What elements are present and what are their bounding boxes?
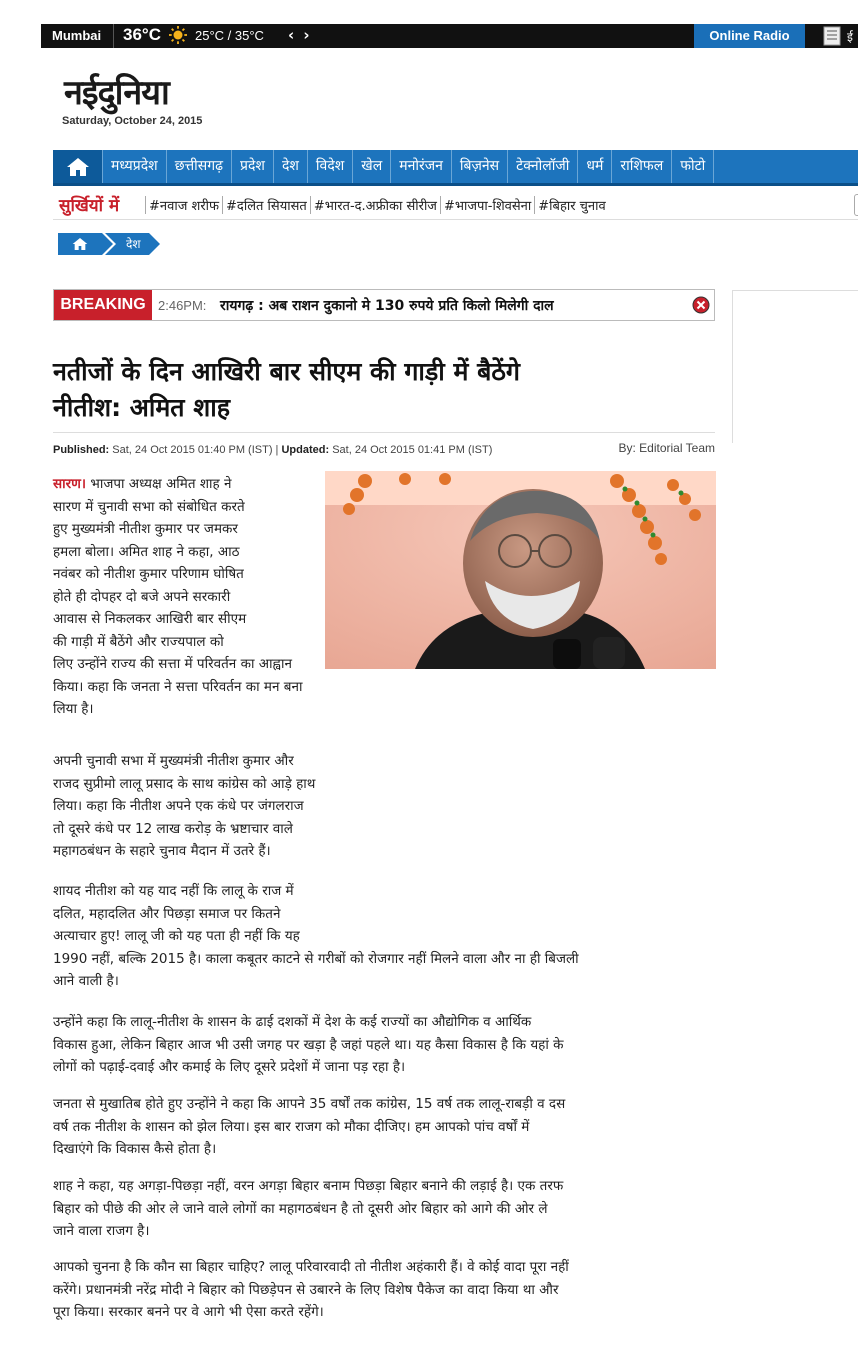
online-radio-button[interactable]: Online Radio bbox=[694, 24, 805, 48]
home-icon bbox=[72, 237, 88, 251]
trending-tag[interactable]: #नवाज शरीफ bbox=[145, 196, 222, 214]
search-box-edge[interactable] bbox=[854, 194, 858, 216]
divider bbox=[113, 24, 114, 48]
article-paragraph bbox=[53, 880, 718, 993]
trending-tag[interactable]: #बिहार चुनाव bbox=[534, 196, 608, 214]
article-paragraph bbox=[53, 1011, 718, 1079]
sun-icon bbox=[169, 26, 187, 44]
paragraph-line: अपनी चुनावी सभा में मुख्यमंत्री नीतीश कुमार और bbox=[53, 753, 294, 769]
site-logo[interactable]: नईदुनिया bbox=[64, 73, 169, 113]
temperature-range: 25°C / 35°C bbox=[195, 28, 264, 43]
headline-line: नीतीश: अमित शाह bbox=[53, 393, 231, 422]
paragraph-line bbox=[53, 476, 231, 492]
breaking-label: BREAKING bbox=[54, 290, 152, 320]
top-bar bbox=[41, 24, 858, 48]
nav-item-madhyapradesh[interactable]: मध्यप्रदेश bbox=[103, 150, 167, 183]
nav-item-manoranjan[interactable]: मनोरंजन bbox=[391, 150, 452, 183]
paragraph-line: पूरा किया। सरकार बनने पर वे आगे भी ऐसा करते रहेंगे। bbox=[53, 1304, 324, 1320]
paragraph-line: हमला बोला। अमित शाह ने कहा, आठ bbox=[53, 543, 240, 560]
paragraph-line: किया। कहा कि जनता ने सत्ता परिवर्तन का मन बना bbox=[53, 678, 303, 695]
article-meta bbox=[53, 432, 715, 458]
right-column bbox=[732, 290, 858, 443]
nav-item-business[interactable]: बिज़नेस bbox=[452, 150, 508, 183]
paragraph-line: 1990 नहीं, बल्कि 2015 है। काला कबूतर काटने से गरीबों को रोजगार नहीं मिलने वाला और ना ही बिजली bbox=[53, 950, 579, 967]
article-paragraph bbox=[53, 473, 383, 721]
article-photo bbox=[325, 471, 716, 669]
published-date: Sat, 24 Oct 2015 01:40 PM (IST) bbox=[112, 444, 273, 456]
published-label: Published: bbox=[53, 444, 110, 456]
paragraph-line: अत्याचार हुए! लालू जी को यह पता ही नहीं कि यह bbox=[53, 928, 300, 944]
paragraph-line: दलित, महादलित और पिछड़ा समाज पर कितने bbox=[53, 905, 281, 922]
nav-item-photo[interactable]: फोटो bbox=[672, 150, 714, 183]
breaking-time: 2:46PM: bbox=[158, 298, 207, 313]
breadcrumb-home[interactable] bbox=[58, 233, 102, 255]
close-icon[interactable] bbox=[692, 296, 710, 314]
trending-label: सुर्खियों में bbox=[59, 196, 120, 216]
nav-item-videsh[interactable]: विदेश bbox=[308, 150, 353, 183]
paragraph-line: आवास से निकलकर आखिरी बार सीएम bbox=[53, 611, 247, 627]
paragraph-line: लोगों को पढ़ाई-दवाई और कमाई के लिए दूसरे प्रदेशों में जाना पड़ रहा है। bbox=[53, 1059, 406, 1075]
paragraph-line: विकास हुआ, लेकिन बिहार आज भी उसी जगह पर खड़ा है जहां पहले था। यह कैसा विकास है कि यहां के bbox=[53, 1036, 564, 1053]
epaper-label[interactable]: ई bbox=[847, 30, 853, 44]
nav-item-technology[interactable]: टेक्नोलॉजी bbox=[508, 150, 578, 183]
nav-item-khel[interactable]: खेल bbox=[353, 150, 391, 183]
nav-item-pradesh[interactable]: प्रदेश bbox=[232, 150, 274, 183]
trending-bar bbox=[53, 190, 858, 220]
paragraph-line: लिए उन्होंने राज्य की सत्ता में परिवर्तन का आह्वान bbox=[53, 656, 292, 672]
nav-home-button[interactable] bbox=[53, 150, 103, 183]
updated-label: Updated: bbox=[281, 444, 330, 456]
nav-item-chhattisgarh[interactable]: छत्तीसगढ़ bbox=[167, 150, 232, 183]
article-headline bbox=[53, 354, 715, 426]
paragraph-line: आपको चुनना है कि कौन सा बिहार चाहिए? लालू परिवारवादी तो नीतीश अहंकारी हैं। वे कोई वादा पूरा नहीं bbox=[53, 1259, 569, 1275]
paragraph-line: दिखाएंगे कि विकास कैसे होता है। bbox=[53, 1141, 217, 1157]
paragraph-line: तो दूसरे कंधे पर 12 लाख करोड़ के भ्रष्टाचार वाले bbox=[53, 820, 293, 837]
trending-tags bbox=[145, 196, 609, 214]
paragraph-line: की गाड़ी में बैठेंगे और राज्यपाल को bbox=[53, 633, 224, 650]
main-nav bbox=[53, 150, 858, 186]
updated-date: Sat, 24 Oct 2015 01:41 PM (IST) bbox=[332, 444, 493, 456]
nav-item-rashifal[interactable]: राशिफल bbox=[612, 150, 672, 183]
breaking-news-ticker bbox=[53, 289, 715, 321]
article-paragraph bbox=[53, 750, 393, 863]
paragraph-line: हुए मुख्यमंत्री नीतीश कुमार पर जमकर bbox=[53, 521, 238, 537]
article-paragraph bbox=[53, 1256, 718, 1324]
paragraph-line: जाने वाला राजग है। bbox=[53, 1223, 150, 1239]
paragraph-line: बिहार को पीछे की ओर ले जाने वाले लोगों का महागठबंधन है तो दूसरी ओर बिहार को आगे की ओर ले bbox=[53, 1200, 548, 1217]
article-paragraph bbox=[53, 1093, 718, 1161]
paragraph-line: महागठबंधन के सहारे चुनाव मैदान में उतरे हैं। bbox=[53, 843, 271, 859]
weather-nav-arrows[interactable]: ‹ › bbox=[288, 26, 312, 44]
paragraph-line: उन्होंने कहा कि लालू-नीतीश के शासन के ढाई दशकों में देश के कई राज्यों का औद्योगिक व आर्थिक bbox=[53, 1014, 532, 1030]
paragraph-line: नवंबर को नीतीश कुमार परिणाम घोषित bbox=[53, 566, 244, 582]
current-temperature: 36°C bbox=[123, 25, 161, 44]
trending-tag[interactable]: #दलित सियासत bbox=[222, 196, 310, 214]
paragraph-line: लिया। कहा कि नीतीश अपने एक कंधे पर जंगलराज bbox=[53, 798, 304, 814]
paragraph-line-text: भाजपा अध्यक्ष अमित शाह ने bbox=[90, 476, 232, 492]
nav-item-dharm[interactable]: धर्म bbox=[578, 150, 612, 183]
publish-info: Published: Sat, 24 Oct 2015 01:40 PM (IST) | Updated: Sat, 24 Oct 2015 01:41 PM (IST) bbox=[53, 444, 493, 456]
breadcrumb-section[interactable]: देश bbox=[116, 233, 149, 255]
trending-tag[interactable]: #भाजपा-शिवसेना bbox=[440, 196, 534, 214]
headline-line: नतीजों के दिन आखिरी बार सीएम की गाड़ी में बैठेंगे bbox=[53, 357, 520, 386]
paragraph-line: राजद सुप्रीमो लालू प्रसाद के साथ कांग्रेस को आड़े हाथ bbox=[53, 775, 316, 792]
paragraph-line: सारण में चुनावी सभा को संबोधित करते bbox=[53, 498, 245, 515]
home-icon bbox=[66, 157, 90, 177]
paragraph-line: आने वाली है। bbox=[53, 973, 119, 989]
epaper-icon[interactable] bbox=[822, 26, 844, 46]
masthead-date: Saturday, October 24, 2015 bbox=[62, 115, 203, 127]
paragraph-line: शाह ने कहा, यह अगड़ा-पिछड़ा नहीं, वरन अगड़ा बिहार बनाम पिछड़ा बिहार बनाने की लड़ाई है। एक तरफ bbox=[53, 1178, 564, 1194]
byline: By: Editorial Team bbox=[618, 441, 715, 455]
paragraph-line: जनता से मुखातिब होते हुए उन्होंने ने कहा कि आपने 35 वर्षों तक कांग्रेस, 15 वर्ष तक लालू-राबड़ी व दस bbox=[53, 1096, 566, 1112]
paragraph-line: शायद नीतीश को यह याद नहीं कि लालू के राज में bbox=[53, 883, 294, 899]
trending-tag[interactable]: #भारत-द.अफ्रीका सीरीज bbox=[310, 196, 440, 214]
breaking-headline[interactable]: रायगढ़ : अब राशन दुकानो मे 130 रुपये प्रति किलो मिलेगी दाल bbox=[220, 298, 554, 314]
paragraph-line: वर्ष तक नीतीश के शासन को झेल लिया। इस बार राजग को मौका दीजिए। हम आपको पांच वर्षों में bbox=[53, 1118, 530, 1135]
nav-item-desh[interactable]: देश bbox=[274, 150, 308, 183]
dateline: सारण। bbox=[53, 476, 87, 492]
article-paragraph bbox=[53, 1175, 718, 1243]
city-name: Mumbai bbox=[52, 28, 102, 43]
breadcrumb bbox=[58, 233, 149, 255]
paragraph-line: करेंगे। प्रधानमंत्री नरेंद्र मोदी ने बिहार को पिछड़ेपन से उबारने के लिए विशेष पैकेज का वादा किया था और bbox=[53, 1281, 559, 1298]
paragraph-line: लिया है। bbox=[53, 701, 94, 717]
paragraph-line: होते ही दोपहर दो बजे अपने सरकारी bbox=[53, 588, 231, 605]
